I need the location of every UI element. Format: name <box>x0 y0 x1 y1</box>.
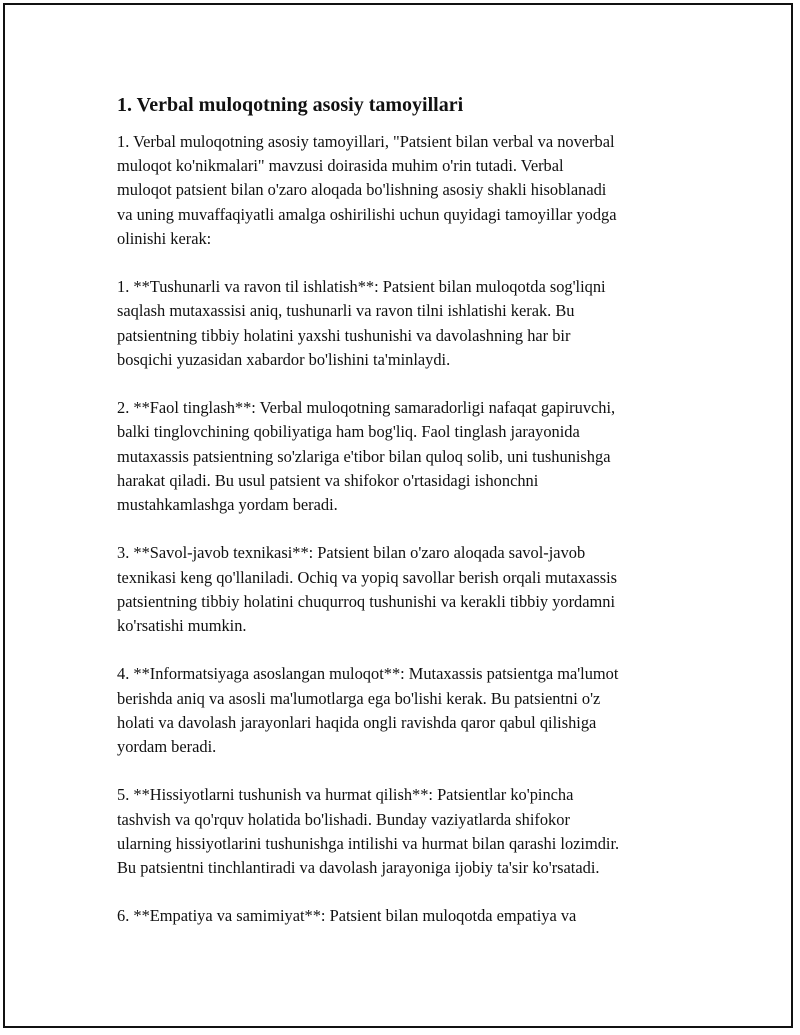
paragraph-line: va uning muvaffaqiyatli amalga oshirilishi uchun quyidagi tamoyillar yodga <box>117 204 617 224</box>
paragraph-line: mustahkamlashga yordam beradi. <box>117 495 338 515</box>
paragraph-line: tashvish va qo'rquv holatida bo'lishadi. Bunday vaziyatlarda shifokor <box>117 809 570 829</box>
paragraph-line: yordam beradi. <box>117 737 217 757</box>
paragraph-line: bosqichi yuzasidan xabardor bo'lishini ta'minlaydi. <box>117 349 451 369</box>
paragraph-line: 5. **Hissiyotlarni tushunish va hurmat qilish**: Patsientlar ko'pincha <box>117 785 574 805</box>
paragraph-line: 1. **Tushunarli va ravon til ishlatish**: Patsient bilan muloqotda sog'liqni <box>117 277 606 297</box>
paragraph-line: 2. **Faol tinglash**: Verbal muloqotning samaradorligi nafaqat gapiruvchi, <box>117 398 616 418</box>
paragraph-line: saqlash mutaxassisi aniq, tushunarli va ravon tilni ishlatishi kerak. Bu <box>117 301 575 321</box>
paragraph-line: ko'rsatishi mumkin. <box>117 616 247 636</box>
paragraph-line: Bu patsientni tinchlantiradi va davolash jarayoniga ijobiy ta'sir ko'rsatadi. <box>117 858 600 878</box>
principle-4-paragraph <box>117 662 697 759</box>
paragraph-line: ularning hissiyotlarini tushunishga intilishi va hurmat bilan qarashi lozimdir. <box>117 833 620 853</box>
document-body <box>117 92 697 953</box>
principle-3-paragraph <box>117 541 697 638</box>
paragraph-line: mutaxassis patsientning so'zlariga e'tibor bilan quloq solib, uni tushunishga <box>117 446 611 466</box>
paragraph-line: harakat qiladi. Bu usul patsient va shifokor o'rtasidagi ishonchni <box>117 470 539 490</box>
paragraph-line: patsientning tibbiy holatini yaxshi tushunishi va davolashning har bir <box>117 325 571 345</box>
paragraph-line: holati va davolash jarayonlari haqida ongli ravishda qaror qabul qilishiga <box>117 712 597 732</box>
principle-1-paragraph <box>117 275 697 372</box>
principle-5-paragraph <box>117 783 697 880</box>
paragraph-line: 6. **Empatiya va samimiyat**: Patsient bilan muloqotda empatiya va <box>117 906 577 926</box>
principle-2-paragraph <box>117 396 697 517</box>
section-heading: 1. Verbal muloqotning asosiy tamoyillari <box>117 94 464 116</box>
paragraph-line: texnikasi keng qo'llaniladi. Ochiq va yopiq savollar berish orqali mutaxassis <box>117 567 618 587</box>
paragraph-line: 1. Verbal muloqotning asosiy tamoyillari, "Patsient bilan verbal va noverbal <box>117 132 615 151</box>
paragraph-line: 3. **Savol-javob texnikasi**: Patsient bilan o'zaro aloqada savol-javob <box>117 543 586 563</box>
paragraph-line: berishda aniq va asosli ma'lumotlarga ega bo'lishi kerak. Bu patsientni o'z <box>117 688 601 708</box>
paragraph-line: 4. **Informatsiyaga asoslangan muloqot**: Mutaxassis patsientga ma'lumot <box>117 664 619 684</box>
intro-paragraph <box>117 130 697 251</box>
paragraph-line: balki tinglovchining qobiliyatiga ham bog'liq. Faol tinglash jarayonida <box>117 422 580 442</box>
paragraph-line: olinishi kerak: <box>117 228 212 248</box>
principle-6-paragraph <box>117 904 697 928</box>
paragraph-line: muloqot ko'nikmalari" mavzusi doirasida muhim o'rin tutadi. Verbal <box>117 156 564 176</box>
paragraph-line: patsientning tibbiy holatini chuqurroq tushunishi va kerakli tibbiy yordamni <box>117 591 616 611</box>
paragraph-line: muloqot patsient bilan o'zaro aloqada bo'lishning asosiy shakli hisoblanadi <box>117 180 607 200</box>
